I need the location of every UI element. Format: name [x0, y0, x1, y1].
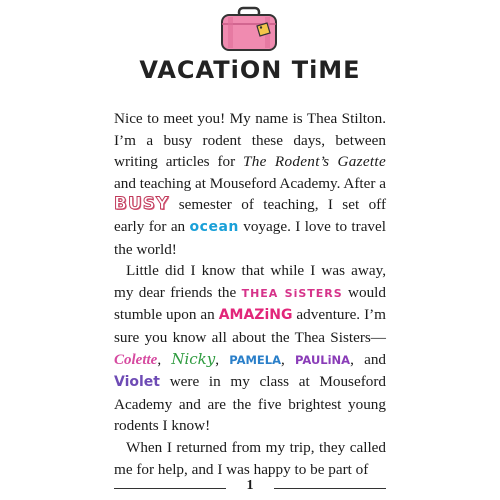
text-run: Nice to meet you! My name is Thea Stilton. I’m a busy rodent these days, between writing articles for: [114, 110, 386, 171]
text-run: voyage. I love to travel the world!: [114, 217, 386, 258]
busy-word: BUSY: [114, 194, 170, 215]
amazing-word: AMAZiNG: [218, 307, 293, 324]
ocean-word: ocean: [189, 218, 239, 235]
name-nicky: Nicky: [171, 349, 216, 368]
footer-rule-left: [114, 488, 226, 489]
name-paulina: PAULiNA: [295, 352, 351, 367]
text-run: , and: [350, 350, 387, 368]
text-run: Little did I know that while I was away, my dear friends the: [114, 262, 386, 301]
text-run: semester of teaching, I set off early for an: [114, 196, 386, 235]
thea-sisters-word: THEA SiSTERS: [241, 286, 343, 300]
footer-rule-right: [274, 488, 386, 489]
gazette-title: The Rodent’s Gazette: [243, 153, 386, 171]
paragraph-3: When I returned from my trip, they called me for help, and I was happy to be part of: [114, 438, 386, 478]
name-colette: Colette: [114, 351, 158, 368]
paragraph-1: [114, 108, 386, 260]
page-number: 1: [246, 478, 254, 493]
paragraph-2: [114, 260, 386, 437]
text-run: adventure. I’m sure you know all about the Thea Sisters—: [114, 306, 386, 346]
text-run: were in my class at Mouseford Academy and are the five brightest young rodents I know!: [114, 373, 386, 435]
chapter-title: VACATiON TiME: [139, 56, 361, 84]
text-run: would stumble upon an: [114, 283, 386, 324]
suitcase-icon: [218, 6, 280, 52]
name-violet: Violet: [114, 374, 160, 391]
text-run: ,: [281, 350, 296, 368]
text-run: ,: [157, 350, 172, 368]
text-run: ,: [215, 350, 230, 368]
text-run: and teaching at Mouseford Academy. After a: [114, 174, 386, 192]
name-pamela: PAMELA: [229, 352, 282, 367]
body-text: [114, 108, 386, 480]
